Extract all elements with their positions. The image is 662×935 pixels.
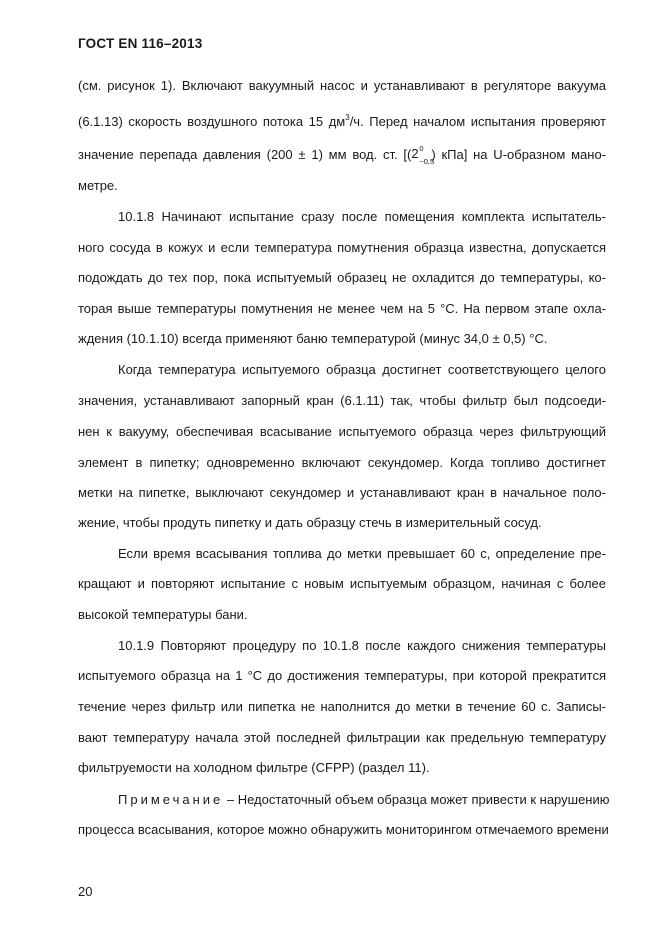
text-fragment: ) кПа] на U-образном мано- [431, 147, 607, 162]
text-line: подождать до тех пор, пока испытуемый образец не охладится до температуры, ко- [78, 270, 606, 285]
text-line: кращают и повторяют испытание с новым испытуемым образцом, начиная с более [78, 576, 606, 591]
note-label: Примечание [118, 792, 224, 807]
text-line: элемент в пипетку; одновременно включают секундомер. Когда топливо достигнет [78, 455, 606, 470]
text-line: 10.1.8 Начинают испытание сразу после помещения комплекта испытатель- [118, 209, 606, 224]
text-line: метки на пипетке, выключают секундомер и устанавливают кран в начальное поло- [78, 485, 606, 500]
superscript: 3 [345, 113, 350, 122]
text-line: 10.1.9 Повторяют процедуру по 10.1.8 после каждого снижения температуры [118, 638, 606, 653]
text-line: (см. рисунок 1). Включают вакуумный насос и устанавливают в регуляторе вакуума [78, 78, 606, 93]
text-line: торая выше температуры помутнения не менее чем на 5 °C. На первом этапе охла- [78, 301, 606, 316]
text-line: нен к вакууму, обеспечивая всасывание испытуемого образца через фильтрующий [78, 424, 606, 439]
text-fragment: значение перепада давления (200 ± 1) мм вод. ст. [( [78, 147, 412, 162]
text-line: высокой температуры бани. [78, 607, 248, 622]
text-line: жение, чтобы продуть пипетку и дать образцу стечь в измерительный сосуд. [78, 515, 542, 530]
text-fragment: – Недостаточный объем образца может привести к нарушению [223, 792, 610, 807]
formula-base: 2 [411, 146, 419, 161]
formula-lower-limit: −0,5 [419, 157, 435, 166]
text-line: метре. [78, 178, 118, 193]
note-line [118, 792, 610, 808]
text-line: ного сосуда в кожух и если температура помутнения образца известна, допускается [78, 240, 606, 255]
pressure-tolerance-formula [411, 144, 435, 166]
text-fragment: (6.1.13) скорость воздушного потока 15 дм [78, 114, 346, 129]
text-line: Если время всасывания топлива до метки превышает 60 с, определение пре- [118, 546, 606, 561]
standard-header: ГОСТ EN 116–2013 [78, 36, 203, 51]
formula-upper-limit: 0 [419, 144, 424, 153]
text-line: значения, устанавливают запорный кран (6.1.11) так, чтобы фильтр был подсоеди- [78, 393, 606, 408]
text-line: ждения (10.1.10) всегда применяют баню температурой (минус 34,0 ± 0,5) °C. [78, 331, 548, 346]
text-line: испытуемого образца на 1 °C до достижения температуры, при которой прекратится [78, 668, 606, 683]
text-line: Когда температура испытуемого образца достигнет соответствующего целого [118, 362, 606, 377]
page-number: 20 [78, 884, 93, 899]
text-line [78, 144, 607, 166]
text-line: фильтруемости на холодном фильтре (CFPP) (раздел 11). [78, 760, 430, 775]
text-line [78, 110, 606, 130]
text-line: вают температуру начала этой последней фильтрации как предельную температуру [78, 730, 606, 745]
text-line: течение через фильтр или пипетка не наполнится до метки в течение 60 с. Записы- [78, 699, 606, 714]
text-fragment: /ч. Перед началом испытания проверяют [349, 114, 607, 129]
note-line: процесса всасывания, которое можно обнаружить мониторингом отмечаемого времени [78, 822, 609, 837]
